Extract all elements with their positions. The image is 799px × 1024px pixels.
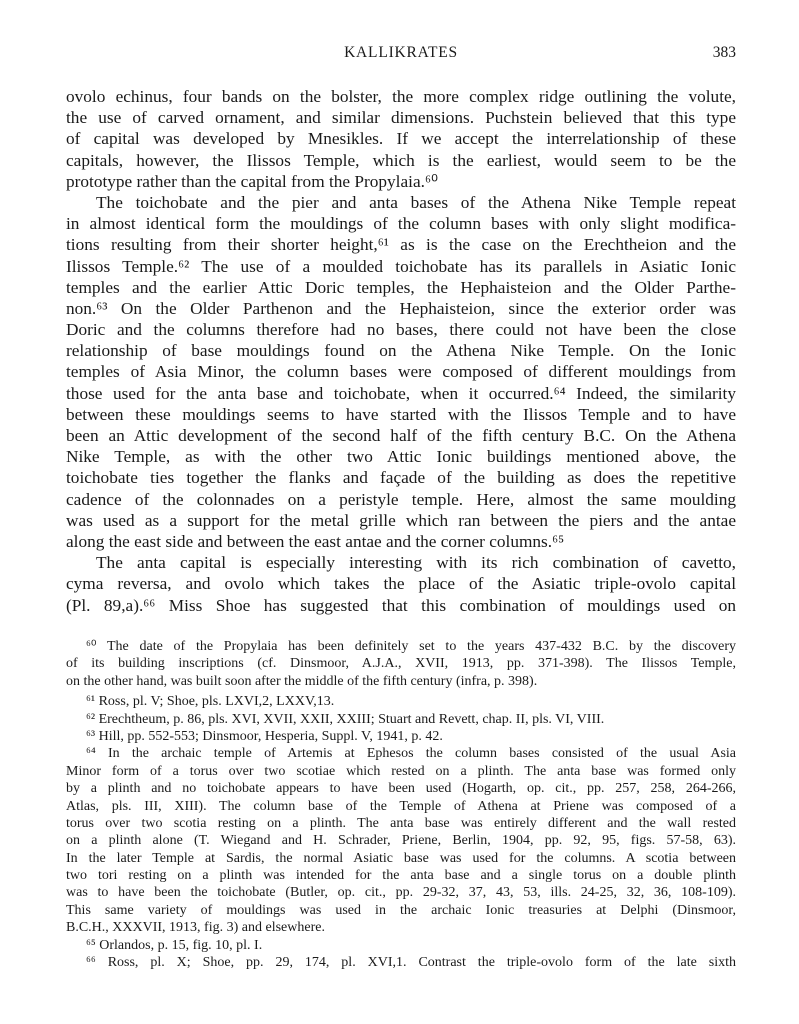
body-line: Doric and the columns therefore had no bases, there could not have been the close (66, 320, 736, 340)
footnote-line: ⁶² Erechtheum, p. 86, pls. XVI, XVII, XXII, XXIII; Stuart and Revett, chap. II, pls. VI, VIII. (86, 711, 605, 727)
footnote-line: Atlas, pls. III, XIII). The column base of the Temple of Athena at Priene was composed of a (66, 798, 736, 814)
footnote-line: two tori resting on a plinth was intended for the anta base and a single torus on a double plinth (66, 868, 736, 884)
body-line: in almost identical form the mouldings of the column bases with only slight modifica- (66, 214, 736, 234)
body-line: along the east side and between the east antae and the corner columns.⁶⁵ (66, 531, 565, 551)
footnote-line: on a plinth alone (T. Wiegand and H. Schrader, Priene, Berlin, 1904, pp. 92, 95, figs. 57-58, 63). (66, 833, 736, 849)
footnote-line: Minor form of a torus over two scotiae which rested on a plinth. The anta base was formed only (66, 763, 736, 779)
body-line: those used for the anta base and toichobate, when it occurred.⁶⁴ Indeed, the similarity (66, 383, 736, 403)
footnote-line: ⁶⁰ The date of the Propylaia has been definitely set to the years 437-432 B.C. by the discovery (86, 639, 736, 654)
body-line: temples of Asia Minor, the column bases were composed of different mouldings from (66, 362, 736, 382)
body-line: Nike Temple, as with the other two Attic Ionic buildings mentioned above, the (66, 447, 736, 467)
body-line: The toichobate and the pier and anta bases of the Athena Nike Temple repeat (96, 192, 736, 212)
body-line: temples and the earlier Attic Doric temples, the Hephaisteion and the Older Parthe- (66, 277, 736, 297)
body-line: tions resulting from their shorter height,⁶¹ as is the case on the Erechtheion and the (66, 235, 736, 255)
footnote-line: B.C.H., XXXVII, 1913, fig. 3) and elsewhere. (66, 920, 325, 936)
body-line: (Pl. 89,a).⁶⁶ Miss Shoe has suggested that this combination of mouldings used on (66, 595, 736, 615)
footnote-line: In the later Temple at Sardis, the normal Asiatic base was used for the columns. A scotia between (66, 850, 736, 866)
footnote-line: by a plinth and no toichobate appears to have been used (Hogarth, op. cit., pp. 257, 258, 264-266, (66, 781, 736, 797)
footnote-line: ⁶⁵ Orlandos, p. 15, fig. 10, pl. I. (86, 937, 263, 953)
body-text (66, 86, 736, 616)
body-line: toichobate ties together the flanks and façade of the building as does the repetitive (66, 468, 736, 488)
body-line: non.⁶³ On the Older Parthenon and the Hephaisteion, since the exterior order was (66, 298, 736, 318)
body-line: relationship of base mouldings found on the Athena Nike Temple. On the Ionic (66, 341, 736, 361)
running-header (66, 44, 736, 68)
body-line: Ilissos Temple.⁶² The use of a moulded toichobate has its parallels in Asiatic Ionic (66, 256, 736, 276)
page-number: 383 (712, 44, 736, 61)
body-line: the use of carved ornament, and similar dimensions. Puchstein believed that this type (66, 108, 736, 128)
body-line: prototype rather than the capital from the Propylaia.⁶⁰ (66, 171, 438, 191)
running-title: KALLIKRATES (344, 44, 458, 61)
body-line: between these mouldings seems to have started with the Ilissos Temple and to have (66, 404, 736, 424)
body-line: cadence of the colonnades on a peristyle temple. Here, almost the same moulding (66, 489, 736, 509)
body-line: was used as a support for the metal grille which ran between the piers and the antae (66, 510, 736, 530)
footnote-line: was to have been the toichobate (Butler, op. cit., pp. 29-32, 37, 43, 53, ills. 24-25, 32, 36, 108-109). (66, 885, 736, 901)
body-line: been an Attic development of the second half of the fifth century B.C. On the Athena (66, 426, 736, 445)
footnote-line: ⁶⁶ Ross, pl. X; Shoe, pp. 29, 174, pl. XVI,1. Contrast the triple-ovolo form of the late sixth (86, 955, 736, 971)
footnote-line: of its building inscriptions (cf. Dinsmoor, A.J.A., XVII, 1913, pp. 371-398). The Ilissos Temple, (66, 656, 736, 672)
footnote-line: This same variety of mouldings was used in the archaic Ionic treasuries at Delphi (Dinsmoor, (66, 902, 736, 918)
body-line: of capital was developed by Mnesikles. If we accept the interrelationship of these (66, 129, 736, 149)
footnote-line: torus over two scotia resting on a plinth. The anta base was entirely different and the wall rested (66, 815, 736, 831)
footnotes (66, 638, 736, 971)
footnote-line: ⁶⁴ In the archaic temple of Artemis at Ephesos the column bases consisted of the usual Asia (86, 746, 736, 762)
footnote-line: ⁶³ Hill, pp. 552-553; Dinsmoor, Hesperia, Suppl. V, 1941, p. 42. (86, 728, 443, 744)
body-line: ovolo echinus, four bands on the bolster, the more complex ridge outlining the volute, (66, 87, 736, 106)
body-line: cyma reversa, and ovolo which takes the place of the Asiatic triple-ovolo capital (66, 574, 736, 594)
body-line: capitals, however, the Ilissos Temple, which is the earliest, would seem to be the (66, 150, 736, 170)
footnote-line: on the other hand, was built soon after the middle of the fifth century (infra, p. 398). (66, 673, 538, 689)
body-line: The anta capital is especially interesting with its rich combination of cavetto, (96, 553, 736, 573)
footnote-line: ⁶¹ Ross, pl. V; Shoe, pls. LXVI,2, LXXV,13. (86, 694, 335, 710)
